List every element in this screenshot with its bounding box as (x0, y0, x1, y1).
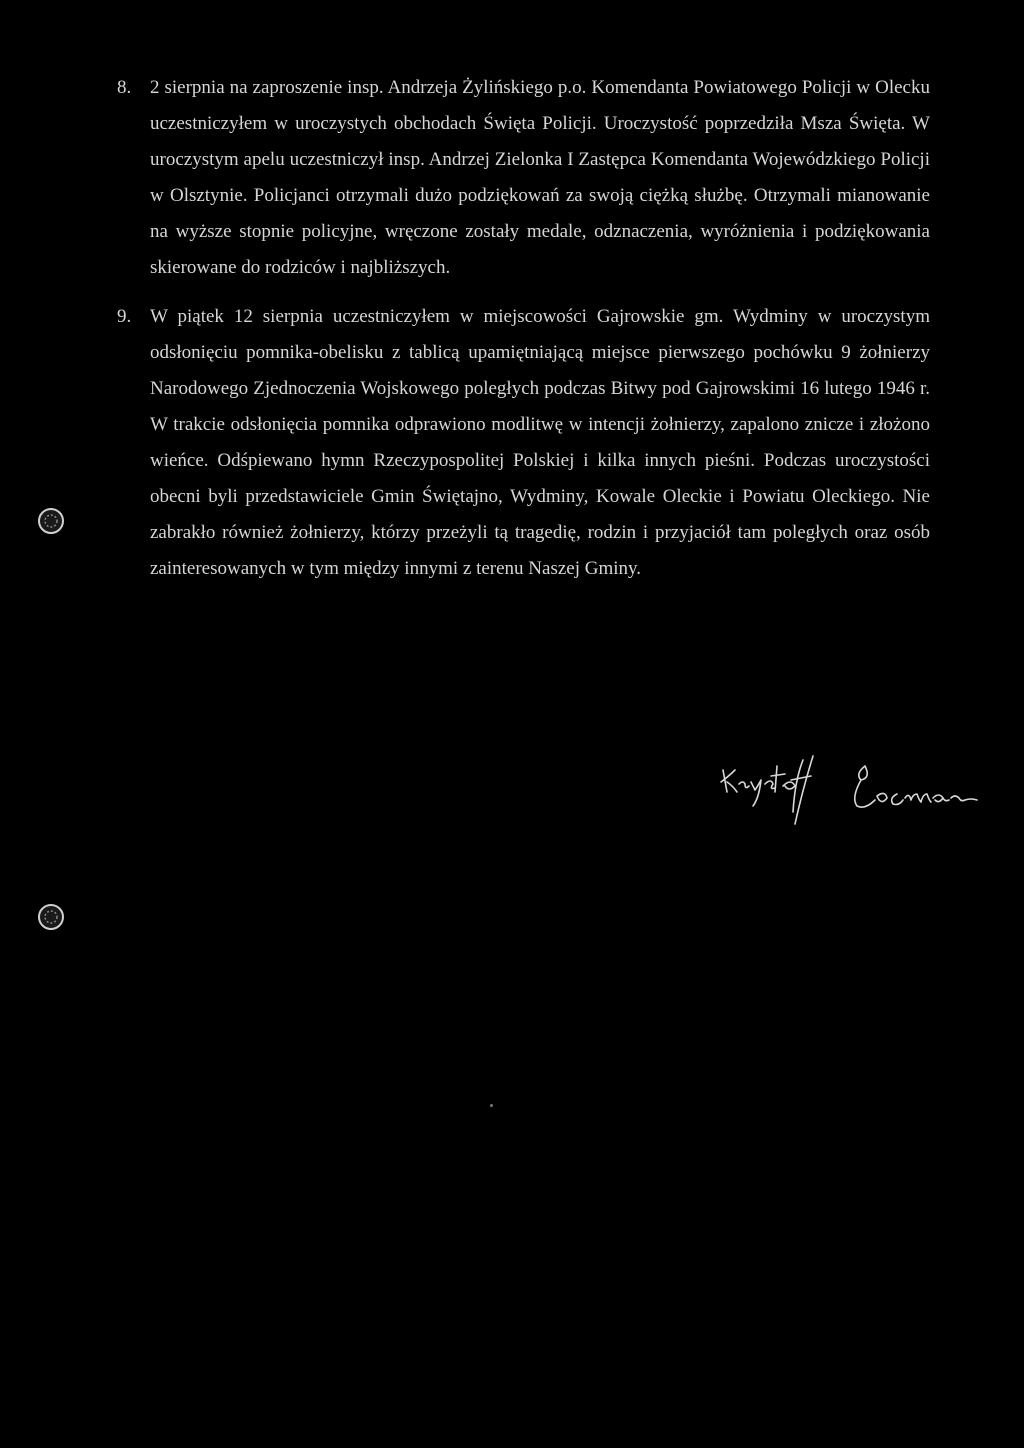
item-text: 2 sierpnia na zaproszenie insp. Andrzeja Żylińskiego p.o. Komendanta Powiatowego Policji w Olecku uczestniczyłem w uroczystych obchodach Święta Policji. Uroczystość poprzedziła Msza Święta. W uroczystym apelu uczestniczył insp. Andrzej Zielonka I Zastępca Komendanta Wojewódzkiego Policji w Olsztynie. Policjanci otrzymali dużo podziękowań za swoją ciężką służbę. Otrzymali mianowanie na wyższe stopnie policyjne, wręczone zostały medale, odznaczenia, wyróżnienia i podziękowania skierowane do rodziców i najbliższych. (150, 77, 930, 278)
punch-hole-icon (36, 506, 66, 536)
item-number: 9. (117, 306, 132, 327)
item-number: 8. (117, 77, 132, 98)
list-item-8 (117, 70, 930, 286)
handwritten-signature (715, 740, 985, 830)
list-item-9 (117, 299, 930, 587)
item-text: W piątek 12 sierpnia uczestniczyłem w miejscowości Gajrowskie gm. Wydminy w uroczystym odsłonięciu pomnika-obelisku z tablicą upamiętniającą miejsce pierwszego pochówku 9 żołnierzy Narodowego Zjednoczenia Wojskowego poległych podczas Bitwy pod Gajrowskimi 16 lutego 1946 r. W trakcie odsłonięcia pomnika odprawiono modlitwę w intencji żołnierzy, zapalono znicze i złożono wieńce. Odśpiewano hymn Rzeczypospolitej Polskiej i kilka innych pieśni. Podczas uroczystości obecni byli przedstawiciele Gmin Świętajno, Wydminy, Kowale Oleckie i Powiatu Oleckiego. Nie zabrakło również żołnierzy, którzy przeżyli tą tragedię, rodzin i przyjaciół tam poległych oraz osób zainteresowanych w tym między innymi z terenu Naszej Gminy. (150, 306, 930, 579)
punch-hole-icon (36, 902, 66, 932)
scan-speck (490, 1104, 493, 1107)
